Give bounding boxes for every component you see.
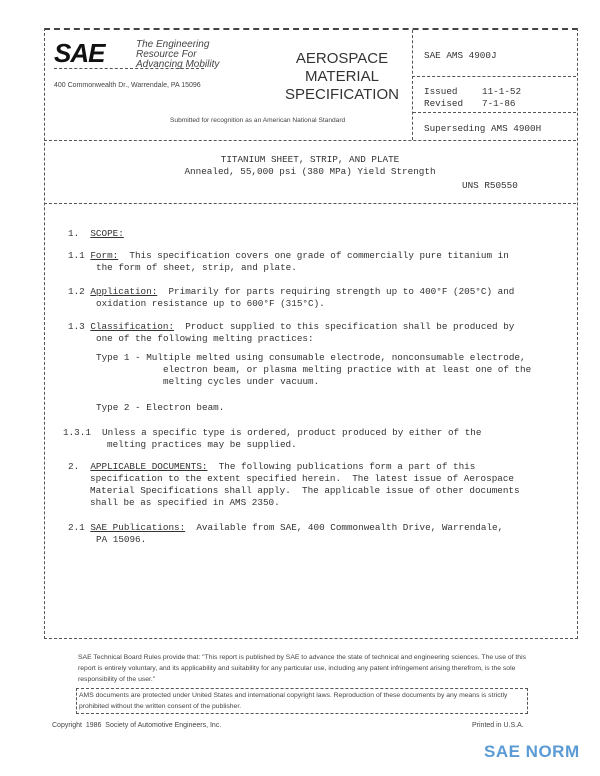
text-line: electron beam, or plasma melting practice with at least one of the [163, 364, 532, 375]
section-1: 1. SCOPE: [68, 228, 124, 239]
doc-type: AEROSPACE MATERIAL SPECIFICATION [285, 50, 399, 103]
section-1-1: 1.1 Form: This specification covers one grade of commercially pure titanium in [68, 250, 509, 261]
issued-date: 11-1-52 [482, 86, 522, 97]
type-1: Type 1 - Multiple melted using consumable electrode, nonconsumable electrode, [96, 352, 526, 363]
header-divider [413, 112, 576, 113]
header-divider [412, 76, 576, 77]
title-line1: TITANIUM SHEET, STRIP, AND PLATE [220, 154, 400, 165]
sae-norm-watermark: SAE NORM [484, 742, 580, 761]
copyright: Copyright 1986 Society of Automotive Engineers, Inc. [52, 722, 222, 729]
text-line: shall be as specified in AMS 2350. [90, 497, 280, 508]
header-divider [412, 30, 413, 140]
revised-label: Revised [424, 98, 464, 109]
superseding: Superseding AMS 4900H [424, 123, 542, 134]
text-line: oxidation resistance up to 600°F (315°C). [96, 298, 325, 309]
submitted-note: Submitted for recognition as an American National Standard [170, 117, 346, 124]
address: 400 Commonwealth Dr., Warrendale, PA 15096 [54, 82, 201, 89]
section-1-2: 1.2 Application: Primarily for parts requiring strength up to 400°F (205°C) and [68, 286, 515, 297]
section-1-3-1: 1.3.1 Unless a specific type is ordered, product produced by either of the [63, 427, 482, 438]
text-line: specification to the extent specified herein. The latest issue of Aerospace [90, 473, 515, 484]
sae-logo: SAE [54, 38, 105, 68]
tagline: The Engineering Resource For Advancing Mobility [136, 39, 220, 70]
copyright-notice: AMS documents are protected under United States and international copyright laws. Reproduction of these documents by any means is strictly prohibited without the written consent of the publisher. [76, 688, 528, 714]
section-2-1: 2.1 SAE Publications: Available from SAE, 400 Commonwealth Drive, Warrendale, [68, 522, 504, 533]
section-1-3: 1.3 Classification: Product supplied to this specification shall be produced by [68, 321, 515, 332]
text-line: Material Specifications shall apply. The applicable issue of other documents [90, 485, 520, 496]
revised-date: 7-1-86 [482, 98, 516, 109]
uns-number: UNS R50550 [462, 180, 518, 191]
header-bottom-rule [44, 140, 576, 141]
issued-label: Issued [424, 86, 458, 97]
doc-number: SAE AMS 4900J [424, 50, 497, 61]
text-line: melting cycles under vacuum. [163, 376, 320, 387]
text-line: one of the following melting practices: [96, 333, 314, 344]
board-rules: SAE Technical Board Rules provide that: "This report is published by SAE to advance the state of technical and engineering sciences. The use of this report is entirely voluntary, and its applicability and suitability for any particular use, including any patent infringement arising therefrom, is the sole responsibility of the user." [78, 654, 526, 683]
title-rule [44, 203, 576, 204]
type-2: Type 2 - Electron beam. [96, 402, 225, 413]
text-line: melting practices may be supplied. [107, 439, 297, 450]
printed-in: Printed in U.S.A. [472, 722, 524, 729]
section-2: 2. APPLICABLE DOCUMENTS: The following publications form a part of this [68, 461, 476, 472]
title-line2: Annealed, 55,000 psi (380 MPa) Yield Strength [184, 166, 436, 177]
text-line: PA 15096. [96, 534, 147, 545]
text-line: the form of sheet, strip, and plate. [96, 262, 297, 273]
